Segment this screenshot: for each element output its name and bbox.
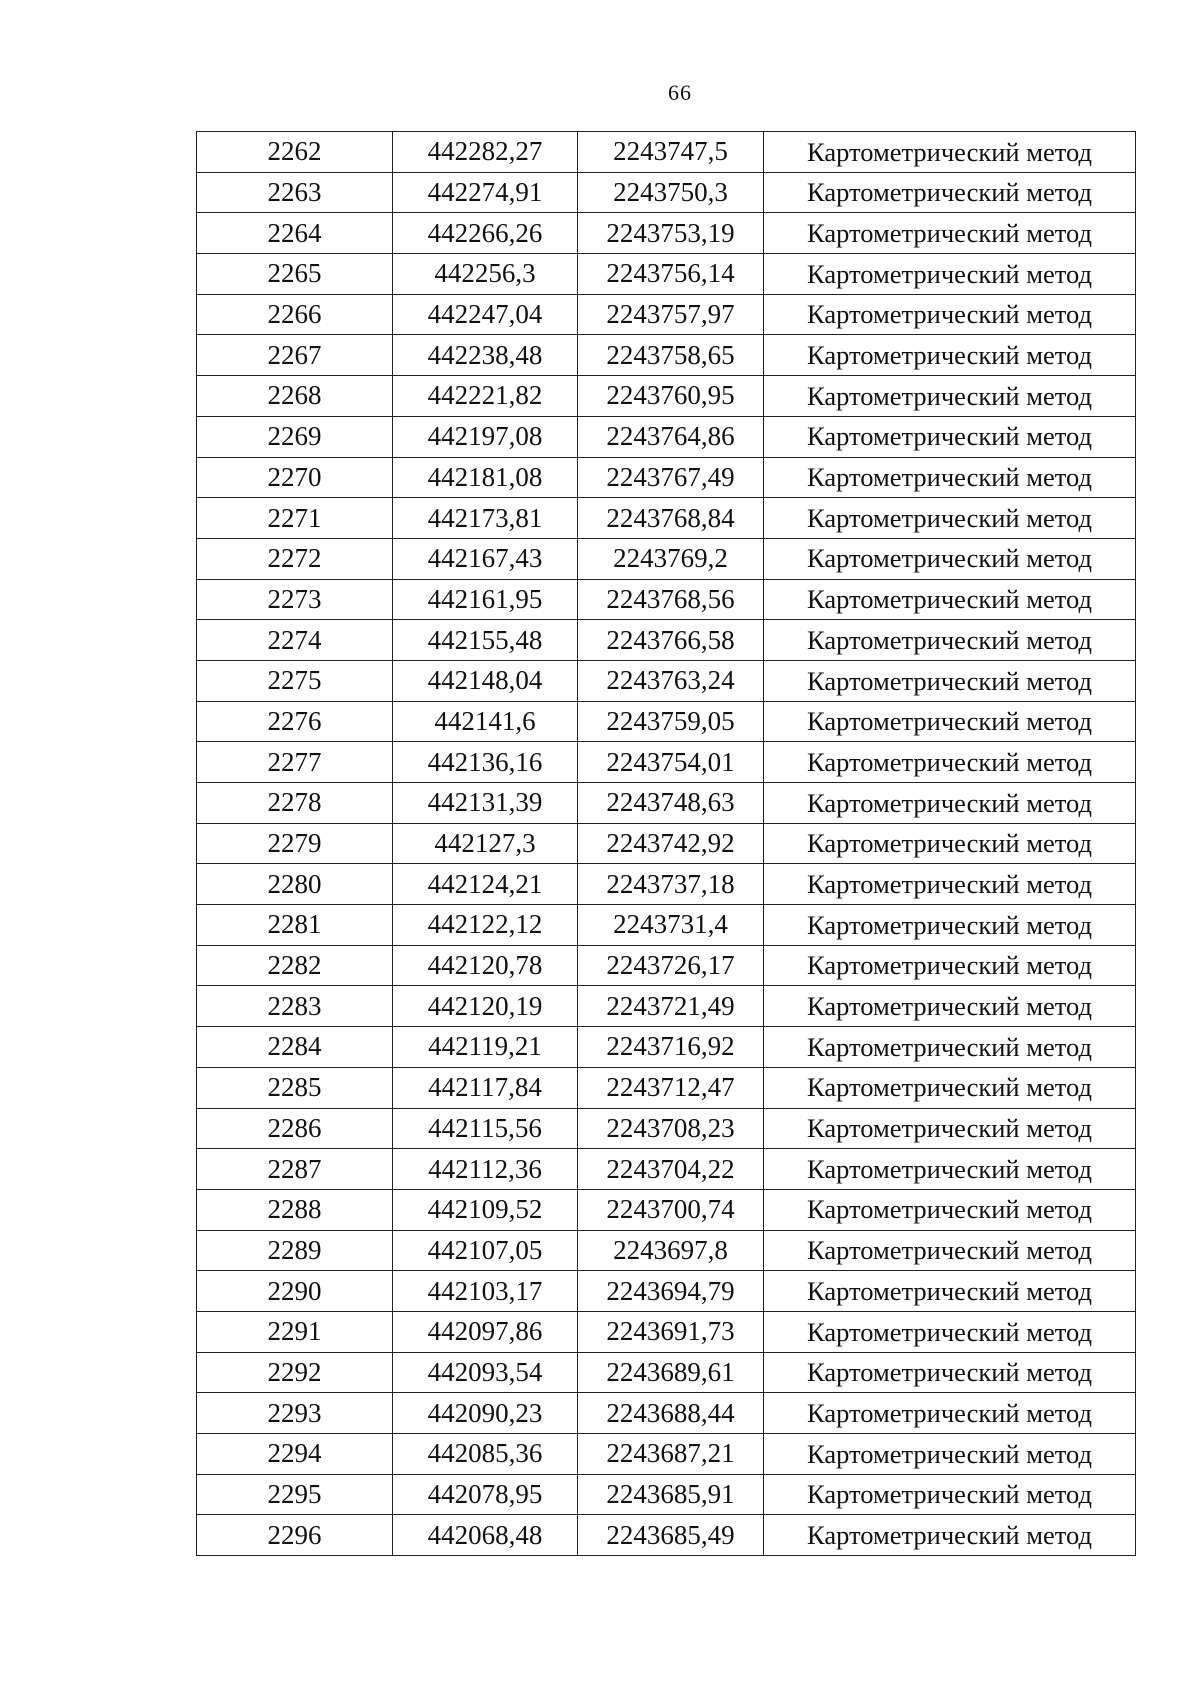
- table-row: [197, 1474, 1136, 1515]
- point-number-cell: 2271: [197, 498, 393, 539]
- point-number-cell: 2280: [197, 864, 393, 905]
- table-row: [197, 416, 1136, 457]
- point-number-cell: 2296: [197, 1515, 393, 1556]
- table-row: [197, 172, 1136, 213]
- x-coordinate-cell: 442256,3: [393, 254, 578, 295]
- point-number-cell: 2286: [197, 1108, 393, 1149]
- y-coordinate-cell: 2243768,84: [578, 498, 764, 539]
- table-row: [197, 376, 1136, 417]
- point-number-cell: 2289: [197, 1230, 393, 1271]
- y-coordinate-cell: 2243742,92: [578, 823, 764, 864]
- method-cell: Картометрический метод: [764, 1311, 1136, 1352]
- y-coordinate-cell: 2243685,91: [578, 1474, 764, 1515]
- method-cell: Картометрический метод: [764, 416, 1136, 457]
- point-number-cell: 2294: [197, 1434, 393, 1475]
- y-coordinate-cell: 2243748,63: [578, 783, 764, 824]
- x-coordinate-cell: 442117,84: [393, 1067, 578, 1108]
- x-coordinate-cell: 442282,27: [393, 132, 578, 173]
- method-cell: Картометрический метод: [764, 1352, 1136, 1393]
- x-coordinate-cell: 442103,17: [393, 1271, 578, 1312]
- y-coordinate-cell: 2243685,49: [578, 1515, 764, 1556]
- method-cell: Картометрический метод: [764, 213, 1136, 254]
- method-cell: Картометрический метод: [764, 742, 1136, 783]
- method-cell: Картометрический метод: [764, 783, 1136, 824]
- method-cell: Картометрический метод: [764, 986, 1136, 1027]
- table-row: [197, 213, 1136, 254]
- table-row: [197, 1515, 1136, 1556]
- table-row: [197, 579, 1136, 620]
- point-number-cell: 2291: [197, 1311, 393, 1352]
- x-coordinate-cell: 442124,21: [393, 864, 578, 905]
- point-number-cell: 2265: [197, 254, 393, 295]
- table-row: [197, 823, 1136, 864]
- x-coordinate-cell: 442068,48: [393, 1515, 578, 1556]
- method-cell: Картометрический метод: [764, 1108, 1136, 1149]
- y-coordinate-cell: 2243756,14: [578, 254, 764, 295]
- x-coordinate-cell: 442266,26: [393, 213, 578, 254]
- x-coordinate-cell: 442274,91: [393, 172, 578, 213]
- x-coordinate-cell: 442119,21: [393, 1027, 578, 1068]
- y-coordinate-cell: 2243687,21: [578, 1434, 764, 1475]
- table-row: [197, 864, 1136, 905]
- table-row: [197, 498, 1136, 539]
- point-number-cell: 2292: [197, 1352, 393, 1393]
- y-coordinate-cell: 2243712,47: [578, 1067, 764, 1108]
- table-row: [197, 1108, 1136, 1149]
- table-row: [197, 1311, 1136, 1352]
- x-coordinate-cell: 442090,23: [393, 1393, 578, 1434]
- y-coordinate-cell: 2243694,79: [578, 1271, 764, 1312]
- method-cell: Картометрический метод: [764, 701, 1136, 742]
- x-coordinate-cell: 442109,52: [393, 1189, 578, 1230]
- point-number-cell: 2270: [197, 457, 393, 498]
- method-cell: Картометрический метод: [764, 620, 1136, 661]
- x-coordinate-cell: 442120,19: [393, 986, 578, 1027]
- x-coordinate-cell: 442120,78: [393, 945, 578, 986]
- point-number-cell: 2288: [197, 1189, 393, 1230]
- x-coordinate-cell: 442148,04: [393, 660, 578, 701]
- point-number-cell: 2266: [197, 294, 393, 335]
- table-row: [197, 1352, 1136, 1393]
- method-cell: Картометрический метод: [764, 376, 1136, 417]
- page-number: 66: [668, 80, 692, 105]
- point-number-cell: 2295: [197, 1474, 393, 1515]
- x-coordinate-cell: 442181,08: [393, 457, 578, 498]
- point-number-cell: 2277: [197, 742, 393, 783]
- point-number-cell: 2276: [197, 701, 393, 742]
- y-coordinate-cell: 2243708,23: [578, 1108, 764, 1149]
- y-coordinate-cell: 2243764,86: [578, 416, 764, 457]
- table-row: [197, 294, 1136, 335]
- y-coordinate-cell: 2243731,4: [578, 905, 764, 946]
- y-coordinate-cell: 2243697,8: [578, 1230, 764, 1271]
- x-coordinate-cell: 442097,86: [393, 1311, 578, 1352]
- method-cell: Картометрический метод: [764, 1434, 1136, 1475]
- y-coordinate-cell: 2243750,3: [578, 172, 764, 213]
- y-coordinate-cell: 2243704,22: [578, 1149, 764, 1190]
- method-cell: Картометрический метод: [764, 823, 1136, 864]
- x-coordinate-cell: 442167,43: [393, 538, 578, 579]
- y-coordinate-cell: 2243760,95: [578, 376, 764, 417]
- x-coordinate-cell: 442122,12: [393, 905, 578, 946]
- table-row: [197, 1149, 1136, 1190]
- method-cell: Картометрический метод: [764, 1271, 1136, 1312]
- method-cell: Картометрический метод: [764, 1230, 1136, 1271]
- table-row: [197, 620, 1136, 661]
- y-coordinate-cell: 2243716,92: [578, 1027, 764, 1068]
- y-coordinate-cell: 2243691,73: [578, 1311, 764, 1352]
- method-cell: Картометрический метод: [764, 579, 1136, 620]
- point-number-cell: 2282: [197, 945, 393, 986]
- table-row: [197, 457, 1136, 498]
- x-coordinate-cell: 442131,39: [393, 783, 578, 824]
- point-number-cell: 2262: [197, 132, 393, 173]
- y-coordinate-cell: 2243721,49: [578, 986, 764, 1027]
- point-number-cell: 2263: [197, 172, 393, 213]
- x-coordinate-cell: 442238,48: [393, 335, 578, 376]
- x-coordinate-cell: 442161,95: [393, 579, 578, 620]
- table-row: [197, 986, 1136, 1027]
- table-row: [197, 1393, 1136, 1434]
- x-coordinate-cell: 442115,56: [393, 1108, 578, 1149]
- point-number-cell: 2278: [197, 783, 393, 824]
- y-coordinate-cell: 2243769,2: [578, 538, 764, 579]
- point-number-cell: 2281: [197, 905, 393, 946]
- point-number-cell: 2274: [197, 620, 393, 661]
- y-coordinate-cell: 2243726,17: [578, 945, 764, 986]
- table-row: [197, 783, 1136, 824]
- point-number-cell: 2272: [197, 538, 393, 579]
- table-row: [197, 1434, 1136, 1475]
- table-row: [197, 945, 1136, 986]
- method-cell: Картометрический метод: [764, 335, 1136, 376]
- y-coordinate-cell: 2243737,18: [578, 864, 764, 905]
- point-number-cell: 2293: [197, 1393, 393, 1434]
- point-number-cell: 2285: [197, 1067, 393, 1108]
- table-row: [197, 132, 1136, 173]
- method-cell: Картометрический метод: [764, 172, 1136, 213]
- method-cell: Картометрический метод: [764, 1067, 1136, 1108]
- coordinates-table: [196, 131, 1136, 1556]
- x-coordinate-cell: 442155,48: [393, 620, 578, 661]
- point-number-cell: 2275: [197, 660, 393, 701]
- y-coordinate-cell: 2243758,65: [578, 335, 764, 376]
- method-cell: Картометрический метод: [764, 864, 1136, 905]
- x-coordinate-cell: 442085,36: [393, 1434, 578, 1475]
- table-row: [197, 335, 1136, 376]
- point-number-cell: 2264: [197, 213, 393, 254]
- y-coordinate-cell: 2243759,05: [578, 701, 764, 742]
- table-row: [197, 701, 1136, 742]
- y-coordinate-cell: 2243766,58: [578, 620, 764, 661]
- point-number-cell: 2267: [197, 335, 393, 376]
- y-coordinate-cell: 2243754,01: [578, 742, 764, 783]
- method-cell: Картометрический метод: [764, 660, 1136, 701]
- table-row: [197, 905, 1136, 946]
- x-coordinate-cell: 442112,36: [393, 1149, 578, 1190]
- method-cell: Картометрический метод: [764, 1149, 1136, 1190]
- y-coordinate-cell: 2243689,61: [578, 1352, 764, 1393]
- x-coordinate-cell: 442197,08: [393, 416, 578, 457]
- method-cell: Картометрический метод: [764, 254, 1136, 295]
- method-cell: Картометрический метод: [764, 945, 1136, 986]
- x-coordinate-cell: 442221,82: [393, 376, 578, 417]
- point-number-cell: 2287: [197, 1149, 393, 1190]
- y-coordinate-cell: 2243747,5: [578, 132, 764, 173]
- method-cell: Картометрический метод: [764, 1474, 1136, 1515]
- point-number-cell: 2284: [197, 1027, 393, 1068]
- x-coordinate-cell: 442136,16: [393, 742, 578, 783]
- y-coordinate-cell: 2243768,56: [578, 579, 764, 620]
- point-number-cell: 2273: [197, 579, 393, 620]
- point-number-cell: 2290: [197, 1271, 393, 1312]
- x-coordinate-cell: 442141,6: [393, 701, 578, 742]
- point-number-cell: 2283: [197, 986, 393, 1027]
- method-cell: Картометрический метод: [764, 1189, 1136, 1230]
- method-cell: Картометрический метод: [764, 1027, 1136, 1068]
- y-coordinate-cell: 2243763,24: [578, 660, 764, 701]
- method-cell: Картометрический метод: [764, 498, 1136, 539]
- table-row: [197, 538, 1136, 579]
- coordinates-table-body: [197, 132, 1136, 1556]
- table-row: [197, 1027, 1136, 1068]
- x-coordinate-cell: 442078,95: [393, 1474, 578, 1515]
- y-coordinate-cell: 2243767,49: [578, 457, 764, 498]
- table-row: [197, 1230, 1136, 1271]
- method-cell: Картометрический метод: [764, 132, 1136, 173]
- x-coordinate-cell: 442127,3: [393, 823, 578, 864]
- point-number-cell: 2269: [197, 416, 393, 457]
- method-cell: Картометрический метод: [764, 1393, 1136, 1434]
- point-number-cell: 2279: [197, 823, 393, 864]
- x-coordinate-cell: 442093,54: [393, 1352, 578, 1393]
- method-cell: Картометрический метод: [764, 1515, 1136, 1556]
- table-row: [197, 660, 1136, 701]
- y-coordinate-cell: 2243700,74: [578, 1189, 764, 1230]
- method-cell: Картометрический метод: [764, 457, 1136, 498]
- point-number-cell: 2268: [197, 376, 393, 417]
- table-row: [197, 1271, 1136, 1312]
- x-coordinate-cell: 442173,81: [393, 498, 578, 539]
- y-coordinate-cell: 2243757,97: [578, 294, 764, 335]
- table-row: [197, 742, 1136, 783]
- x-coordinate-cell: 442107,05: [393, 1230, 578, 1271]
- method-cell: Картометрический метод: [764, 905, 1136, 946]
- y-coordinate-cell: 2243688,44: [578, 1393, 764, 1434]
- table-row: [197, 254, 1136, 295]
- table-row: [197, 1067, 1136, 1108]
- method-cell: Картометрический метод: [764, 294, 1136, 335]
- table-row: [197, 1189, 1136, 1230]
- method-cell: Картометрический метод: [764, 538, 1136, 579]
- x-coordinate-cell: 442247,04: [393, 294, 578, 335]
- y-coordinate-cell: 2243753,19: [578, 213, 764, 254]
